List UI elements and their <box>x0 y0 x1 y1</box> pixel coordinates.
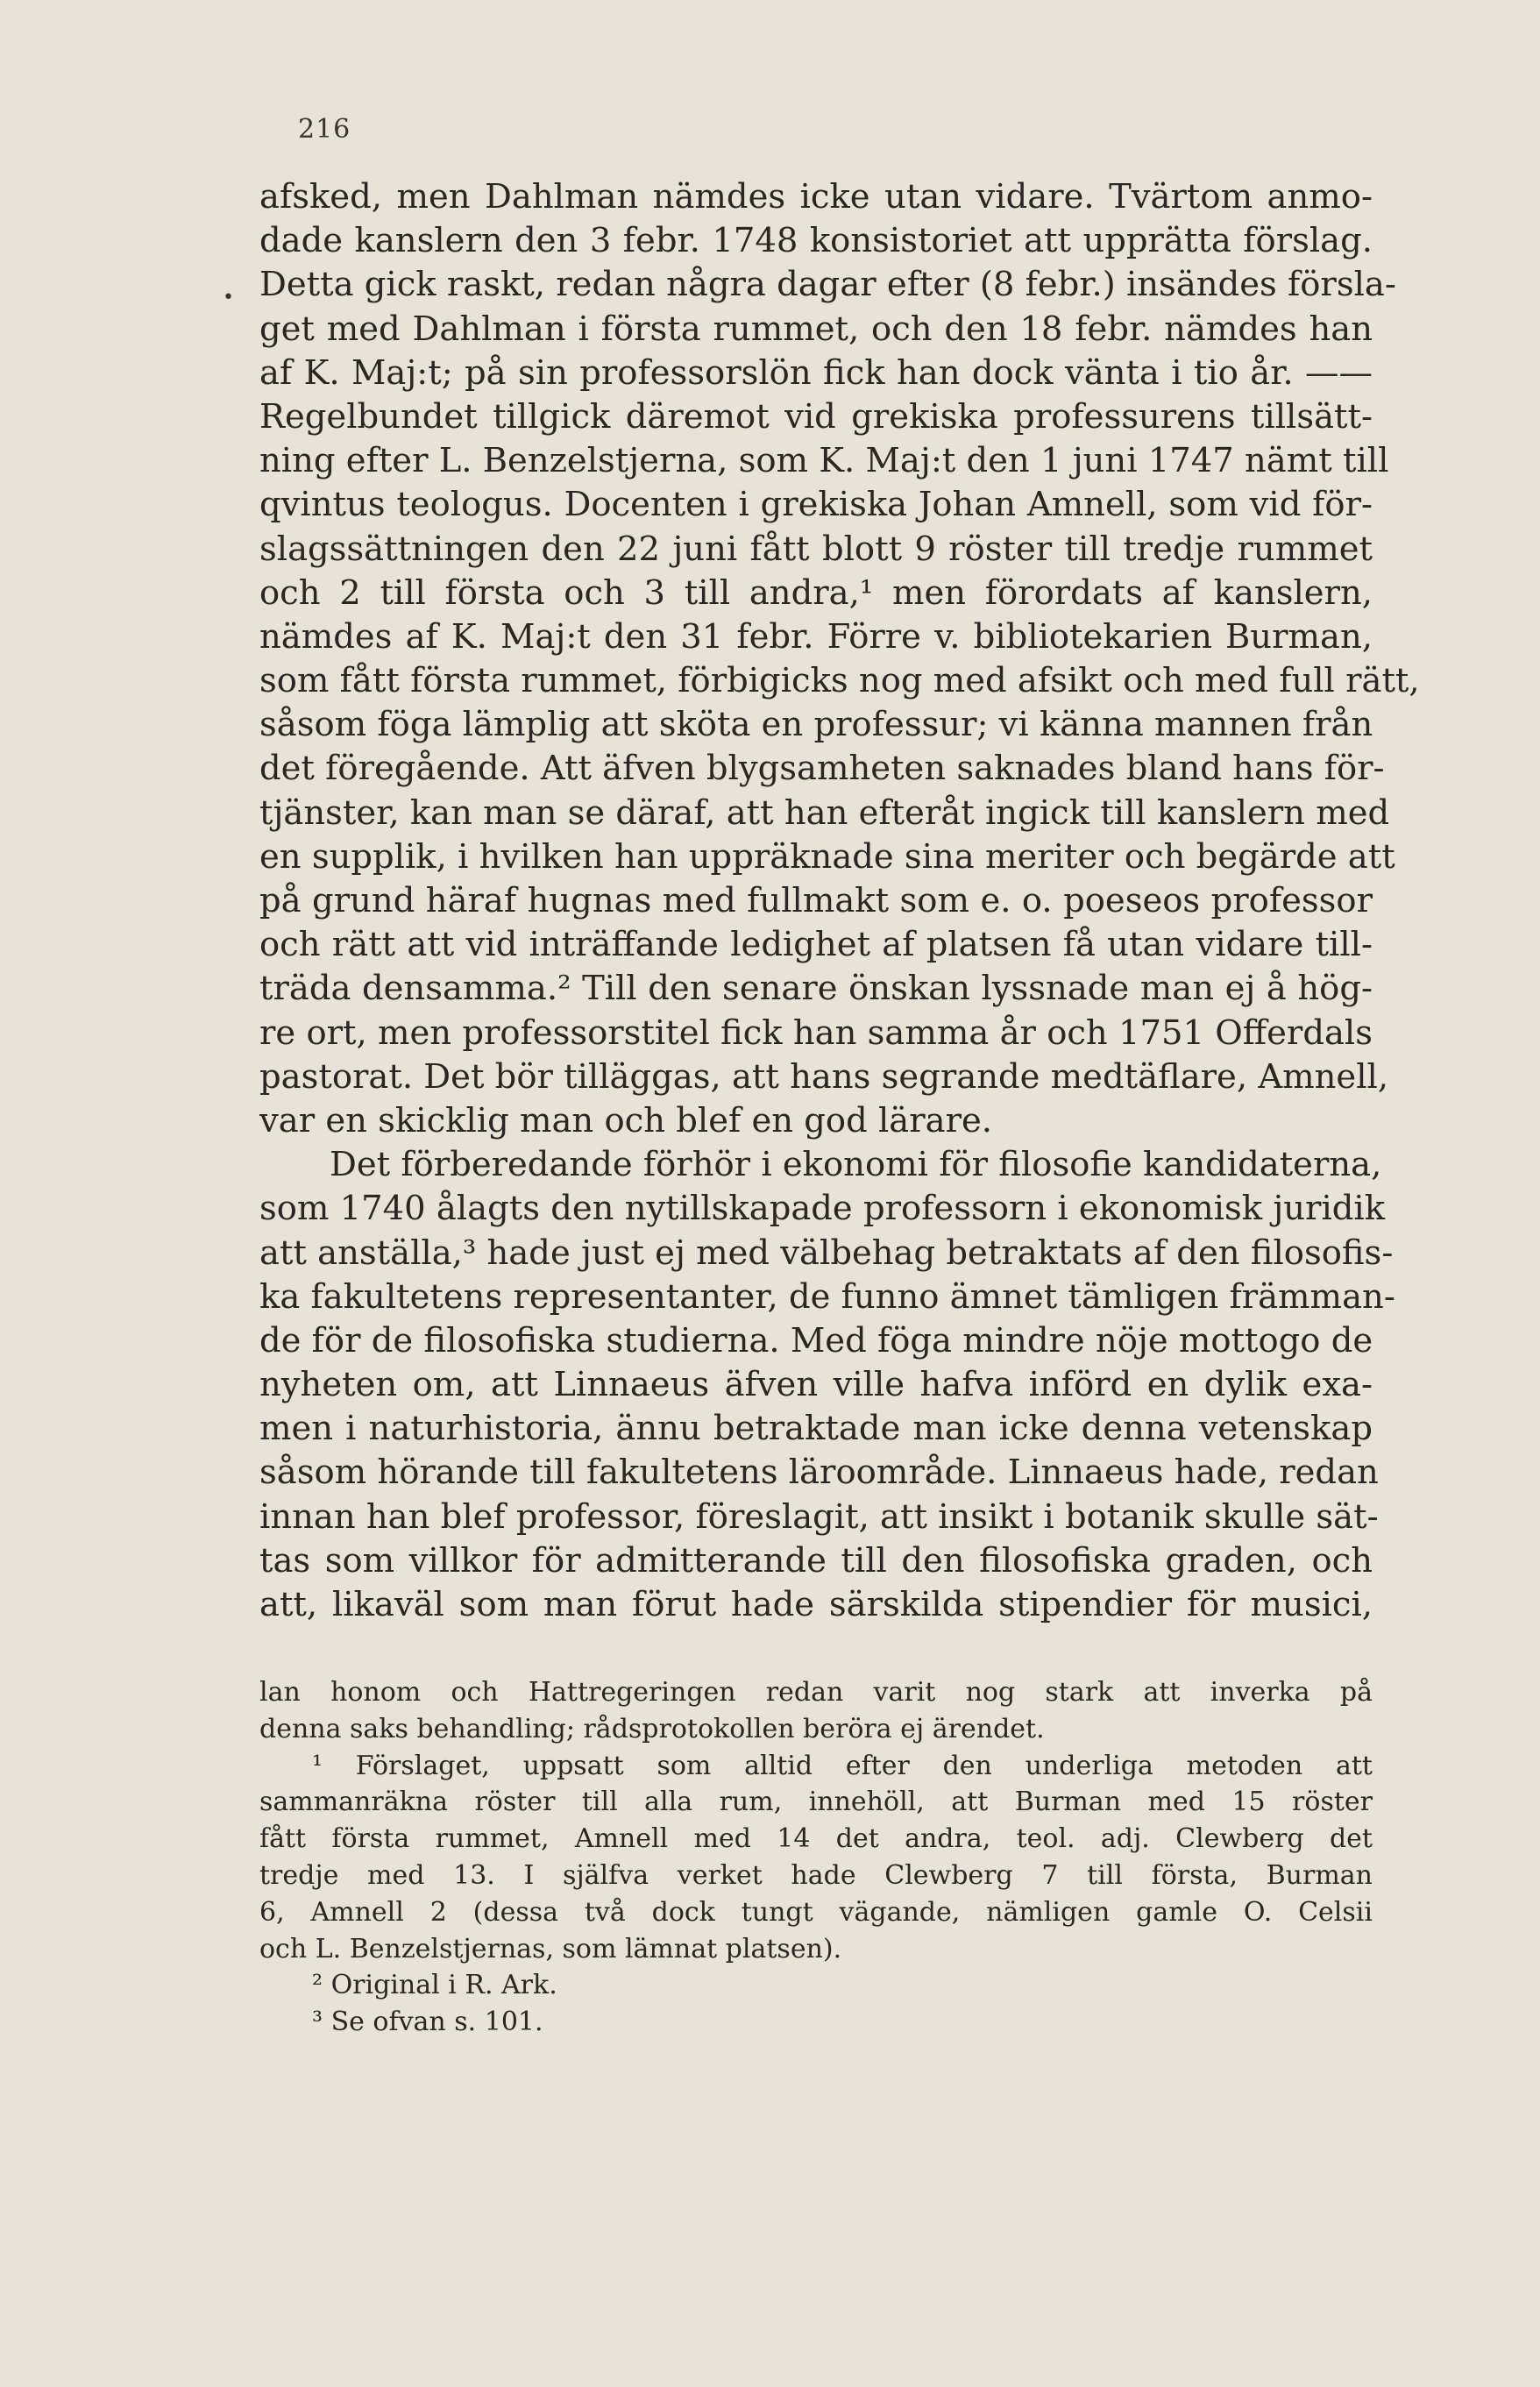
body-line: träda densamma.² Till den senare önskan lyssnade man ej å hög- <box>259 969 1373 1009</box>
body-line: men i naturhistoria, ännu betraktade man icke denna vetenskap <box>259 1409 1373 1449</box>
footnote-line: fått första rummet, Amnell med 14 det andra, teol. adj. Clewberg det <box>259 1823 1373 1855</box>
body-line: en supplik, i hvilken han uppräknade sina meriter och begärde att <box>259 836 1395 877</box>
page-number: 216 <box>298 114 351 145</box>
body-line: var en skicklig man och blef en god lärare. <box>259 1100 993 1140</box>
body-text <box>259 175 1420 1627</box>
body-line: pastorat. Det bör tilläggas, att hans segrande medtäflare, Amnell, <box>259 1056 1389 1097</box>
body-line: re ort, men professorstitel fick han samma år och 1751 Offerdals <box>259 1012 1373 1053</box>
body-line: qvintus teologus. Docenten i grekiska Johan Amnell, som vid för- <box>259 485 1373 525</box>
body-line: att, likaväl som man förut hade särskilda stipendier för musici, <box>259 1585 1373 1624</box>
body-line: nämdes af K. Maj:t den 31 febr. Förre v. bibliotekarien Burman, <box>259 616 1373 657</box>
body-line: get med Dahlman i första rummet, och den 18 febr. nämdes han <box>259 309 1373 349</box>
body-line: såsom hörande till fakultetens läroområde. Linnaeus hade, redan <box>259 1453 1379 1493</box>
body-line: slagssättningen den 22 juni fått blott 9 röster till tredje rummet <box>259 529 1373 569</box>
body-line: tas som villkor för admitterande till den filosofiska graden, och <box>259 1540 1373 1581</box>
body-line: på grund häraf hugnas med fullmakt som e. o. poeseos professor <box>259 881 1373 920</box>
body-line: de för de filosofiska studierna. Med föga mindre nöje mottogo de <box>259 1320 1373 1360</box>
body-line: innan han blef professor, föreslagit, att insikt i botanik skulle sät- <box>259 1496 1379 1537</box>
body-line: som fått första rummet, förbigicks nog med afsikt och med full rätt, <box>259 661 1420 701</box>
body-line: Regelbundet tillgick däremot vid grekiska professurens tillsätt- <box>259 396 1373 437</box>
body-line: dade kanslern den 3 febr. 1748 konsistoriet att upprätta förslag. <box>259 221 1373 261</box>
footnotes <box>259 1674 1373 2041</box>
body-line: tjänster, kan man se däraf, att han efteråt ingick till kanslern med <box>259 792 1390 833</box>
body-line: Det förberedande förhör i ekonomi för filosofie kandidaterna, <box>330 1145 1382 1185</box>
footnote-2: ² Original i R. Ark. <box>312 1970 557 2001</box>
body-line: afsked, men Dahlman nämdes icke utan vidare. Tvärtom anmo- <box>259 177 1373 217</box>
body-line: af K. Maj:t; på sin professorslön fick han dock vänta i tio år. —— <box>259 352 1373 393</box>
margin-bullet: • <box>223 287 234 309</box>
body-line: som 1740 ålagts den nytillskapade professorn i ekonomisk juridik <box>259 1189 1386 1229</box>
footnote-line: och L. Benzelstjernas, som lämnat platsen). <box>259 1933 842 1964</box>
body-line: att anställa,³ hade just ej med välbehag betraktats af den filosofis- <box>259 1233 1394 1273</box>
footnote-line: tredje med 13. I själfva verket hade Clewberg 7 till första, Burman <box>259 1859 1373 1891</box>
body-line: det föregående. Att äfven blygsamheten saknades bland hans för- <box>259 749 1385 789</box>
footnote-line: denna saks behandling; rådsprotokollen beröra ej ärendet. <box>259 1713 1045 1744</box>
footnote-line: lan honom och Hattregeringen redan varit nog stark att inverka på <box>259 1677 1373 1708</box>
body-line: ka fakultetens representanter, de funno ämnet tämligen främman- <box>259 1276 1395 1317</box>
body-line: nyheten om, att Linnaeus äfven ville hafva införd en dylik exa- <box>259 1365 1373 1405</box>
body-line: Detta gick raskt, redan några dagar efter (8 febr.) insändes försla- <box>259 265 1396 305</box>
body-line: och rätt att vid inträffande ledighet af platsen få utan vidare till- <box>259 925 1373 965</box>
body-line: ning efter L. Benzelstjerna, som K. Maj:t den 1 juni 1747 nämt till <box>259 441 1389 481</box>
footnote-1: ¹ Förslaget, uppsatt som alltid efter den underliga metoden att <box>312 1750 1373 1781</box>
footnote-line: 6, Amnell 2 (dessa två dock tungt vägande, nämligen gamle O. Celsii <box>259 1896 1373 1928</box>
footnote-line: sammanräkna röster till alla rum, innehöll, att Burman med 15 röster <box>259 1787 1373 1818</box>
body-line: såsom föga lämplig att sköta en professur; vi känna mannen från <box>259 705 1373 745</box>
footnote-3: ³ Se ofvan s. 101. <box>312 2007 543 2038</box>
body-line: och 2 till första och 3 till andra,¹ men förordats af kanslern, <box>259 572 1373 613</box>
